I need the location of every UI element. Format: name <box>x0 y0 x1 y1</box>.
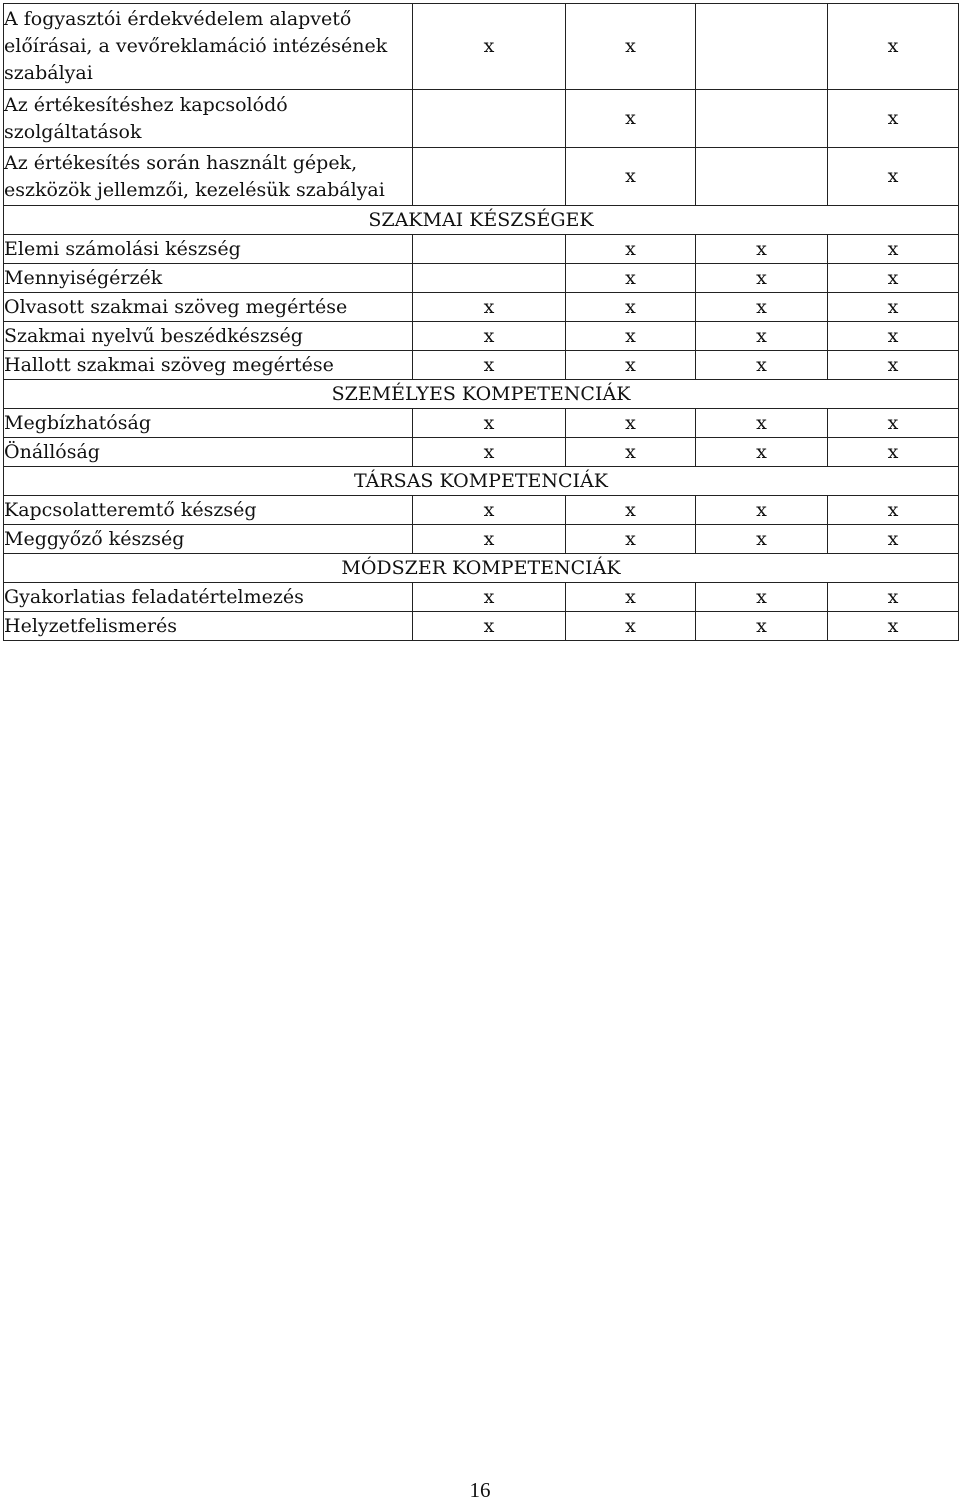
row-label: A fogyasztói érdekvédelem alapvető előírásai, a vevőreklamáció intézésének szabályai <box>4 4 413 90</box>
mark-cell <box>413 90 566 148</box>
table-body <box>4 4 959 641</box>
mark-cell <box>413 264 566 293</box>
mark-cell: x <box>413 612 566 641</box>
mark-cell: x <box>696 409 828 438</box>
row-label: Elemi számolási készség <box>4 235 413 264</box>
mark-cell: x <box>413 351 566 380</box>
row-label: Mennyiségérzék <box>4 264 413 293</box>
section-title: TÁRSAS KOMPETENCIÁK <box>4 467 959 496</box>
mark-cell: x <box>566 409 696 438</box>
mark-cell: x <box>566 235 696 264</box>
row-label: Kapcsolatteremtő készség <box>4 496 413 525</box>
table-row <box>4 235 959 264</box>
table-row <box>4 351 959 380</box>
table-row <box>4 583 959 612</box>
mark-cell: x <box>696 583 828 612</box>
mark-cell: x <box>566 438 696 467</box>
mark-cell: x <box>413 293 566 322</box>
row-label: Gyakorlatias feladatértelmezés <box>4 583 413 612</box>
table-row <box>4 612 959 641</box>
section-header-row <box>4 380 959 409</box>
row-label: Hallott szakmai szöveg megértése <box>4 351 413 380</box>
mark-cell: x <box>566 148 696 206</box>
mark-cell: x <box>566 612 696 641</box>
mark-cell: x <box>696 293 828 322</box>
table-row <box>4 409 959 438</box>
mark-cell: x <box>413 583 566 612</box>
mark-cell: x <box>828 351 959 380</box>
mark-cell: x <box>696 438 828 467</box>
table-row <box>4 148 959 206</box>
mark-cell: x <box>696 264 828 293</box>
table-row <box>4 438 959 467</box>
competency-table <box>3 3 959 641</box>
mark-cell <box>413 148 566 206</box>
page-number: 16 <box>469 1478 491 1502</box>
section-header-row <box>4 467 959 496</box>
section-title: SZAKMAI KÉSZSÉGEK <box>4 206 959 235</box>
table-row <box>4 525 959 554</box>
section-title: MÓDSZER KOMPETENCIÁK <box>4 554 959 583</box>
row-label: Helyzetfelismerés <box>4 612 413 641</box>
row-label: Megbízhatóság <box>4 409 413 438</box>
row-label: Önállóság <box>4 438 413 467</box>
table-row <box>4 264 959 293</box>
mark-cell: x <box>828 438 959 467</box>
row-label: Az értékesítés során használt gépek, eszközök jellemzői, kezelésük szabályai <box>4 148 413 206</box>
mark-cell: x <box>828 409 959 438</box>
table-row <box>4 293 959 322</box>
mark-cell: x <box>566 351 696 380</box>
mark-cell <box>413 235 566 264</box>
mark-cell: x <box>566 583 696 612</box>
mark-cell: x <box>828 264 959 293</box>
mark-cell: x <box>413 525 566 554</box>
mark-cell <box>696 90 828 148</box>
mark-cell <box>696 4 828 90</box>
mark-cell: x <box>566 264 696 293</box>
mark-cell: x <box>566 525 696 554</box>
mark-cell: x <box>828 496 959 525</box>
row-label: Az értékesítéshez kapcsolódó szolgáltatások <box>4 90 413 148</box>
mark-cell: x <box>413 409 566 438</box>
row-label: Meggyőző készség <box>4 525 413 554</box>
mark-cell: x <box>413 322 566 351</box>
mark-cell: x <box>696 235 828 264</box>
mark-cell: x <box>828 148 959 206</box>
mark-cell: x <box>828 293 959 322</box>
mark-cell: x <box>413 438 566 467</box>
mark-cell: x <box>828 322 959 351</box>
row-label: Szakmai nyelvű beszédkészség <box>4 322 413 351</box>
table-row <box>4 4 959 90</box>
section-header-row <box>4 554 959 583</box>
mark-cell: x <box>696 612 828 641</box>
table-row <box>4 90 959 148</box>
table-row <box>4 496 959 525</box>
section-header-row <box>4 206 959 235</box>
table-row <box>4 322 959 351</box>
mark-cell: x <box>566 4 696 90</box>
mark-cell: x <box>828 612 959 641</box>
mark-cell: x <box>696 351 828 380</box>
mark-cell: x <box>696 525 828 554</box>
mark-cell: x <box>828 235 959 264</box>
section-title: SZEMÉLYES KOMPETENCIÁK <box>4 380 959 409</box>
mark-cell: x <box>828 525 959 554</box>
mark-cell: x <box>566 293 696 322</box>
mark-cell: x <box>828 583 959 612</box>
mark-cell: x <box>828 4 959 90</box>
row-label: Olvasott szakmai szöveg megértése <box>4 293 413 322</box>
mark-cell: x <box>696 496 828 525</box>
mark-cell: x <box>566 90 696 148</box>
mark-cell: x <box>566 322 696 351</box>
mark-cell: x <box>413 4 566 90</box>
mark-cell: x <box>696 322 828 351</box>
mark-cell: x <box>828 90 959 148</box>
mark-cell <box>696 148 828 206</box>
mark-cell: x <box>566 496 696 525</box>
mark-cell: x <box>413 496 566 525</box>
